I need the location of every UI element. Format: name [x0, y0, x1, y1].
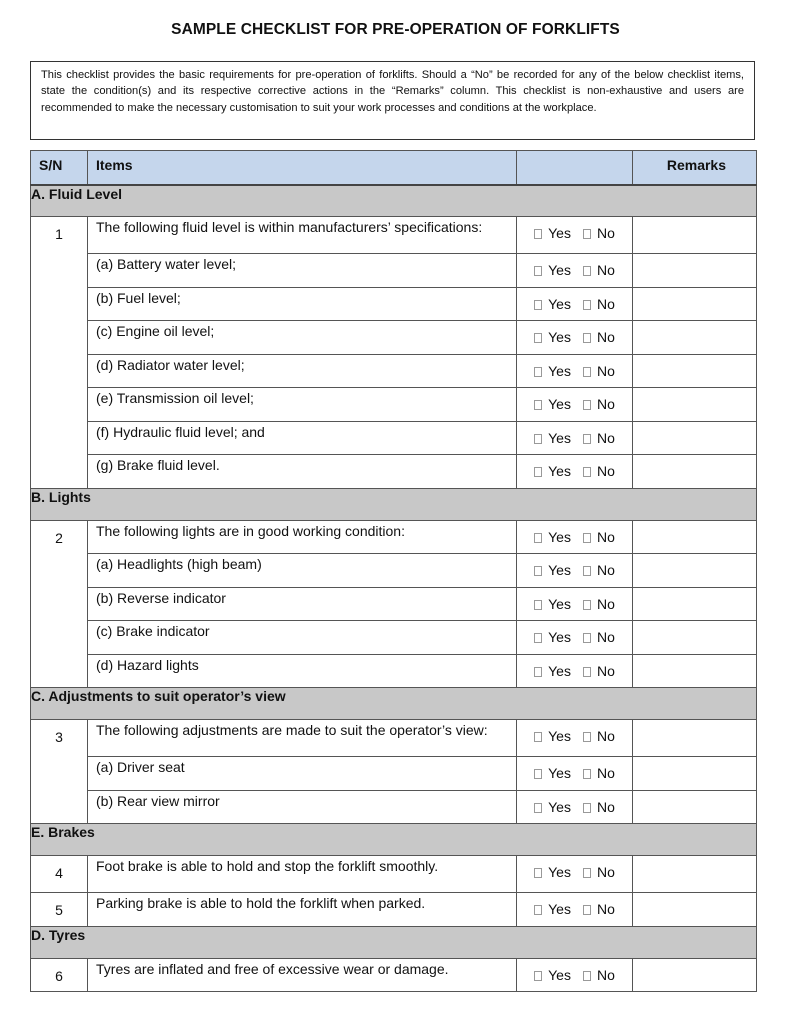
remarks-cell[interactable] [633, 554, 757, 588]
checklist-row [31, 587, 757, 621]
checklist-row [31, 621, 757, 655]
no-label: No [596, 295, 615, 312]
item-text: (b) Fuel level; [88, 287, 517, 321]
no-checkbox[interactable] [583, 971, 591, 981]
yes-no-cell [517, 757, 633, 791]
yes-checkbox[interactable] [534, 905, 542, 915]
no-label: No [596, 765, 615, 781]
section-title: D. Tyres [31, 926, 757, 958]
yes-label: Yes [548, 463, 571, 479]
yes-no-cell [517, 790, 633, 824]
yes-no-cell [517, 520, 633, 554]
serial-number [31, 621, 88, 655]
no-checkbox[interactable] [583, 266, 591, 276]
section-row [31, 926, 757, 958]
yes-checkbox[interactable] [534, 566, 542, 576]
remarks-cell[interactable] [633, 287, 757, 321]
yes-checkbox[interactable] [534, 400, 542, 410]
serial-number [31, 254, 88, 288]
no-checkbox[interactable] [583, 732, 591, 742]
yes-no-cell [517, 455, 633, 489]
yes-label: Yes [548, 362, 571, 379]
yes-label: Yes [548, 528, 571, 545]
no-label: No [596, 429, 615, 446]
yes-label: Yes [548, 225, 571, 241]
checklist-row [31, 388, 757, 422]
no-label: No [596, 396, 615, 412]
no-checkbox[interactable] [583, 367, 591, 377]
no-label: No [596, 901, 615, 917]
no-label: No [596, 864, 615, 880]
yes-checkbox[interactable] [534, 467, 542, 477]
no-label: No [596, 262, 615, 278]
no-label: No [596, 595, 615, 612]
yes-no-cell [517, 354, 633, 388]
no-label: No [596, 629, 615, 645]
checklist-row [31, 856, 757, 893]
no-checkbox[interactable] [583, 803, 591, 813]
yes-no-cell [517, 958, 633, 992]
serial-number [31, 354, 88, 388]
serial-number [31, 287, 88, 321]
serial-number [31, 421, 88, 455]
yes-checkbox[interactable] [534, 434, 542, 444]
no-label: No [596, 225, 615, 241]
yes-label: Yes [548, 728, 571, 744]
remarks-cell[interactable] [633, 720, 757, 757]
checklist-row [31, 654, 757, 688]
no-label: No [596, 562, 615, 578]
no-label: No [596, 728, 615, 744]
checklist-row [31, 893, 757, 927]
section-title: A. Fluid Level [31, 185, 757, 217]
intro-text-box [30, 61, 755, 140]
checklist-row [31, 321, 757, 355]
serial-number [31, 554, 88, 588]
item-text: (e) Transmission oil level; [88, 388, 517, 422]
document-title: SAMPLE CHECKLIST FOR PRE-OPERATION OF FORKLIFTS [171, 21, 620, 38]
item-text: (c) Brake indicator [88, 621, 517, 655]
no-label: No [596, 966, 615, 983]
yes-checkbox[interactable] [534, 229, 542, 239]
yes-label: Yes [548, 562, 571, 578]
serial-number: 3 [31, 720, 88, 757]
serial-number [31, 587, 88, 621]
section-title: C. Adjustments to suit operator’s view [31, 688, 757, 720]
yes-checkbox[interactable] [534, 769, 542, 779]
item-text: Parking brake is able to hold the forklift when parked. [88, 893, 517, 927]
item-text: (c) Engine oil level; [88, 321, 517, 355]
no-checkbox[interactable] [583, 300, 591, 310]
section-row [31, 488, 757, 520]
yes-label: Yes [548, 396, 571, 412]
yes-checkbox[interactable] [534, 333, 542, 343]
yes-checkbox[interactable] [534, 868, 542, 878]
remarks-cell[interactable] [633, 654, 757, 688]
yes-no-cell [517, 287, 633, 321]
item-text: Foot brake is able to hold and stop the forklift smoothly. [88, 856, 517, 893]
serial-number: 1 [31, 217, 88, 254]
checklist-row [31, 520, 757, 554]
remarks-cell[interactable] [633, 621, 757, 655]
no-checkbox[interactable] [583, 566, 591, 576]
item-text: (a) Headlights (high beam) [88, 554, 517, 588]
yes-no-cell [517, 254, 633, 288]
item-text: Tyres are inflated and free of excessive wear or damage. [88, 958, 517, 992]
no-checkbox[interactable] [583, 667, 591, 677]
serial-number [31, 654, 88, 688]
no-label: No [596, 528, 615, 545]
remarks-cell[interactable] [633, 388, 757, 422]
serial-number [31, 321, 88, 355]
serial-number: 4 [31, 856, 88, 893]
table-header-row [31, 151, 757, 185]
no-checkbox[interactable] [583, 400, 591, 410]
intro-text: This checklist provides the basic requirements for pre-operation of forklifts. Should a “No” be recorded for any of the below checklist items, state the condition(s) and its respective corrective actions in the “Remarks” column. This checklist is non-exhaustive and users are recommended to make the necessary customisation to suit your work processes and conditions at the workplace. [41, 69, 744, 114]
checklist-row [31, 757, 757, 791]
remarks-cell[interactable] [633, 254, 757, 288]
yes-no-cell [517, 654, 633, 688]
checklist-row [31, 790, 757, 824]
yes-label: Yes [548, 629, 571, 645]
no-checkbox[interactable] [583, 467, 591, 477]
yes-no-cell [517, 720, 633, 757]
remarks-cell[interactable] [633, 958, 757, 992]
no-checkbox[interactable] [583, 229, 591, 239]
yes-checkbox[interactable] [534, 803, 542, 813]
yes-label: Yes [548, 329, 571, 345]
header-yes-no [517, 151, 633, 185]
remarks-cell[interactable] [633, 321, 757, 355]
remarks-cell[interactable] [633, 757, 757, 791]
checklist-row [31, 554, 757, 588]
header-remarks: Remarks [633, 151, 757, 185]
remarks-cell[interactable] [633, 587, 757, 621]
yes-no-cell [517, 217, 633, 254]
section-row [31, 688, 757, 720]
section-row [31, 185, 757, 217]
item-text: (b) Reverse indicator [88, 587, 517, 621]
yes-label: Yes [548, 262, 571, 278]
section-title: E. Brakes [31, 824, 757, 856]
yes-label: Yes [548, 864, 571, 880]
item-text: The following lights are in good working condition: [88, 520, 517, 554]
no-label: No [596, 662, 615, 679]
remarks-cell[interactable] [633, 354, 757, 388]
checklist-row [31, 217, 757, 254]
serial-number: 5 [31, 893, 88, 927]
yes-checkbox[interactable] [534, 633, 542, 643]
no-checkbox[interactable] [583, 633, 591, 643]
serial-number [31, 757, 88, 791]
item-text: The following adjustments are made to suit the operator’s view: [88, 720, 517, 757]
remarks-cell[interactable] [633, 856, 757, 893]
header-items: Items [88, 151, 517, 185]
item-text: The following fluid level is within manufacturers’ specifications: [88, 217, 517, 254]
remarks-cell[interactable] [633, 455, 757, 489]
yes-checkbox[interactable] [534, 600, 542, 610]
yes-no-cell [517, 856, 633, 893]
checklist-row [31, 455, 757, 489]
yes-no-cell [517, 388, 633, 422]
item-text: (g) Brake fluid level. [88, 455, 517, 489]
yes-checkbox[interactable] [534, 971, 542, 981]
yes-checkbox[interactable] [534, 667, 542, 677]
remarks-cell[interactable] [633, 520, 757, 554]
no-checkbox[interactable] [583, 533, 591, 543]
item-text: (a) Battery water level; [88, 254, 517, 288]
remarks-cell[interactable] [633, 790, 757, 824]
item-text: (f) Hydraulic fluid level; and [88, 421, 517, 455]
yes-label: Yes [548, 662, 571, 679]
checklist-row [31, 421, 757, 455]
no-checkbox[interactable] [583, 434, 591, 444]
checklist-row [31, 958, 757, 992]
yes-label: Yes [548, 798, 571, 815]
item-text: (b) Rear view mirror [88, 790, 517, 824]
yes-no-cell [517, 621, 633, 655]
item-text: (d) Hazard lights [88, 654, 517, 688]
no-checkbox[interactable] [583, 905, 591, 915]
yes-no-cell [517, 554, 633, 588]
serial-number: 2 [31, 520, 88, 554]
yes-checkbox[interactable] [534, 533, 542, 543]
header-sn: S/N [31, 151, 88, 185]
checklist-table [30, 150, 757, 992]
no-checkbox[interactable] [583, 600, 591, 610]
yes-no-cell [517, 587, 633, 621]
yes-label: Yes [548, 901, 571, 917]
no-checkbox[interactable] [583, 769, 591, 779]
remarks-cell[interactable] [633, 893, 757, 927]
serial-number [31, 455, 88, 489]
no-label: No [596, 329, 615, 345]
no-checkbox[interactable] [583, 868, 591, 878]
yes-label: Yes [548, 595, 571, 612]
yes-checkbox[interactable] [534, 732, 542, 742]
checklist-row [31, 254, 757, 288]
serial-number [31, 790, 88, 824]
checklist-row [31, 354, 757, 388]
yes-checkbox[interactable] [534, 300, 542, 310]
yes-label: Yes [548, 295, 571, 312]
no-label: No [596, 362, 615, 379]
serial-number [31, 388, 88, 422]
yes-checkbox[interactable] [534, 367, 542, 377]
checklist-row [31, 287, 757, 321]
yes-label: Yes [548, 429, 571, 446]
no-checkbox[interactable] [583, 333, 591, 343]
section-title: B. Lights [31, 488, 757, 520]
checklist-row [31, 720, 757, 757]
yes-no-cell [517, 893, 633, 927]
yes-label: Yes [548, 765, 571, 781]
yes-no-cell [517, 321, 633, 355]
no-label: No [596, 463, 615, 479]
yes-checkbox[interactable] [534, 266, 542, 276]
yes-no-cell [517, 421, 633, 455]
yes-label: Yes [548, 966, 571, 983]
item-text: (a) Driver seat [88, 757, 517, 791]
item-text: (d) Radiator water level; [88, 354, 517, 388]
checklist-body [31, 185, 757, 992]
remarks-cell[interactable] [633, 217, 757, 254]
section-row [31, 824, 757, 856]
remarks-cell[interactable] [633, 421, 757, 455]
serial-number: 6 [31, 958, 88, 992]
no-label: No [596, 798, 615, 815]
